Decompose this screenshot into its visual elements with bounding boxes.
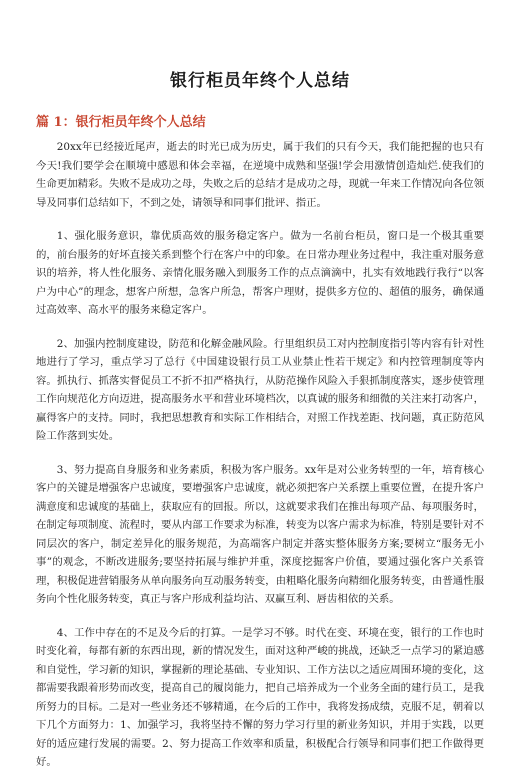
paragraph-internal-control: 2、加强内控制度建设，防范和化解金融风险。行里组织员工对内控制度指引等内容有针对性地进行了学习，重点学习了总行《中国建设银行员工从业禁止性若干规定》和内控管理制度等内容。抓执行、抓落实督促员工不折不扣严格执行，从防范操作风险入手狠抓制度落实，逐步使管理工作向规范化方向迈进，提高服务水平和营业环境档次，以真诚的服务和细微的关注来打动客户，赢得客户的支持。同时，我把思想教育和实际工作相结合，对照工作找差距、找问题，真正防范风险工作落到实处。 [36,337,484,442]
paragraph-service: 1、强化服务意识，靠优质高效的服务稳定客户。做为一名前台柜员，窗口是一个极其重要的，前台服务的好坏直接关系到整个行在客户中的印象。在日常办理业务过程中，我注重对服务意识的培养，将人性化服务、亲情化服务融入到服务工作的点点滴滴中，扎实有效地践行我行“以客户为中心”的理念，想客户所想，急客户所急，帮客户理财，提供多方位的、超值的服务，确保通过高效率、高水平的服务来稳定客户。 [36,230,484,316]
section-heading: 篇 1：银行柜员年终个人总结 [36,115,206,130]
paragraph-business-quality: 3、努力提高自身服务和业务素质，积极为客户服务。xx年是对公业务转型的一年，培育核心客户的关键是增强客户忠诚度，要增强客户忠诚度，就必须把客户关系摆上重要位置，在提升客户满意度和忠诚度的基础上，获取应有的回报。所以，这就要求我们在推出每项产品、每项服务时，在制定每项制度、流程时，要从内部工作要求为标准，转变为以客户需求为标准，特别是要针对不同层次的客户，制定差异化的服务规范，为高端客户制定并落实整体服务方案;要树立“服务无小事”的观念，不断改进服务;要坚持拓展与维护并重，深度挖掘客户价值，要通过强化客户关系管理，积极促进营销服务从单向服务向互动服务转变，由粗略化服务向精细化服务转变，由普通性服务向个性化服务转变，真正与客户形成利益均沾、双赢互利、唇齿相依的关系。 [36,463,484,605]
paragraph-shortcomings: 4、工作中存在的不足及今后的打算。一是学习不够。时代在变、环境在变，银行的工作也时时变化着，每都有新的东西出现，新的情况发生，面对这种严峻的挑战，还缺乏一点学习的紧迫感和自觉性，学习新的知识，掌握新的理论基础、专业知识、工作方法以之适应周围环境的变化，这都需要我跟着形势而改变，提高自己的履岗能力，把自己培养成为一个业务全面的建行员工，是我所努力的目标。二是对一些业务还不够精通，在今后的工作中，我将发扬成绩，克服不足，朝着以下几个方面努力：1、加强学习，我将坚持不懈的努力学习行里的新业务知识，并用于实践，以更好的适应建行发展的需要。2、努力提高工作效率和质量，积极配合行领导和同事们把工作做得更好。 [36,626,484,768]
document-title: 银行柜员年终个人总结 [170,71,350,91]
paragraph-intro: 20xx年已经接近尾声，逝去的时光已成为历史，属于我们的只有今天，我们能把握的也只有今天!我们要学会在顺境中感恩和体会幸福，在逆境中成熟和坚强!学会用激情创造灿烂.使我们的生命更加精彩。失败不是成功之母，失败之后的总结才是成功之母，现就一年来工作情况向各位领导及同事们总结如下，不到之处，请领导和同事们批评、指正。 [36,141,484,209]
